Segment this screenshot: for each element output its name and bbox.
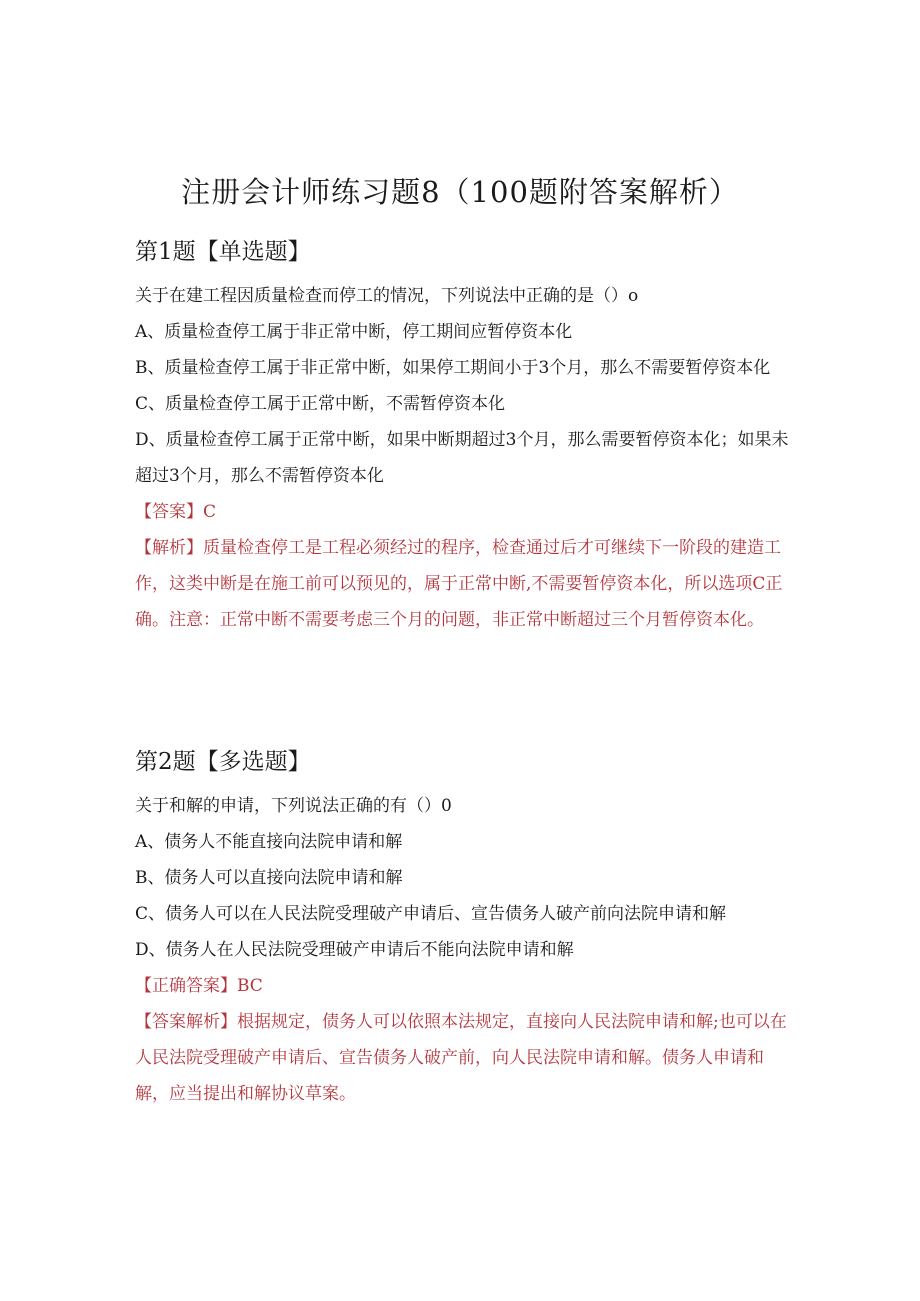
option-b: B、质量检查停工属于非正常中断，如果停工期间小于3个月，那么不需要暂停资本化: [135, 358, 771, 378]
question-stem: 关于在建工程因质量检查而停工的情况，下列说法中正确的是（）o: [135, 286, 639, 306]
question-heading: 第1题【单选题】: [135, 239, 311, 265]
analysis-text: 【解析】质量检查停工是工程必须经过的程序，检查通过后才可继续下一阶段的建造工作，这类中断是在施工前可以预见的，属于正常中断,不需要暂停资本化，所以选项C正确。注意：正常中断不需要考虑三个月的问题，非正常中断超过三个月暂停资本化。: [135, 538, 783, 630]
option-a: A、债务人不能直接向法院申请和解: [135, 832, 403, 852]
option-a: A、质量检查停工属于非正常中断，停工期间应暂停资本化: [135, 322, 573, 342]
analysis-text: 【答案解析】根据规定，债务人可以依照本法规定，直接向人民法院申请和解;也可以在人民法院受理破产申请后、宣告债务人破产前，向人民法院申请和解。债务人申请和解，应当提出和解协议草案。: [135, 1012, 787, 1104]
question-stem: 关于和解的申请，下列说法正确的有（）0: [135, 796, 452, 816]
question-block-2: [135, 746, 795, 1112]
document-title: 注册会计师练习题8（100题附答案解析）: [181, 175, 739, 209]
answer-line: 【正确答案】BC: [135, 976, 263, 996]
question-heading: 第2题【多选题】: [135, 749, 311, 775]
option-d: D、债务人在人民法院受理破产申请后不能向法院申请和解: [135, 940, 574, 960]
option-c: C、债务人可以在人民法院受理破产申请后、宣告债务人破产前向法院申请和解: [135, 904, 727, 924]
answer-line: 【答案】C: [135, 502, 217, 522]
option-c: C、质量检查停工属于正常中断，不需暂停资本化: [135, 394, 506, 414]
option-b: B、债务人可以直接向法院申请和解: [135, 868, 403, 888]
question-block-1: [135, 236, 795, 638]
option-d: D、质量检查停工属于正常中断，如果中断期超过3个月，那么需要暂停资本化；如果未超过3个月，那么不需暂停资本化: [135, 430, 789, 486]
